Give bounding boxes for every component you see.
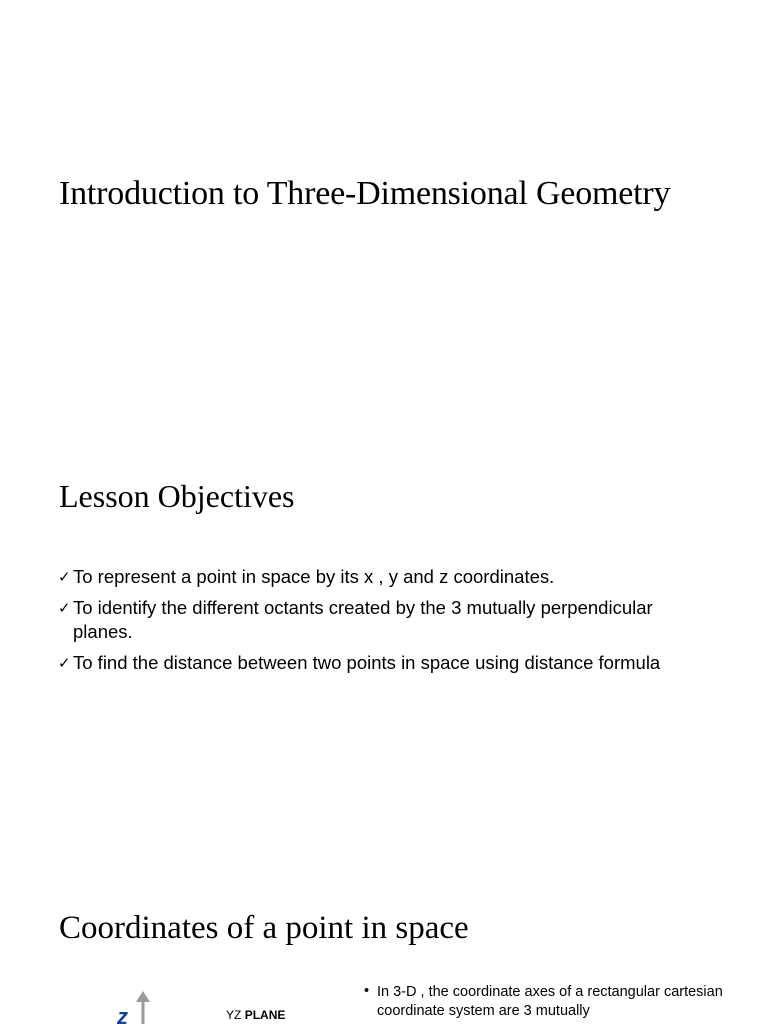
- slide-title-intro: Introduction to Three-Dimensional Geometry: [59, 175, 671, 212]
- list-item: [58, 565, 698, 589]
- plane-label-suffix: PLANE: [244, 1008, 286, 1022]
- check-mark-icon: ✓: [58, 654, 71, 672]
- objectives-list: [58, 565, 698, 682]
- z-axis-arrow-icon: [130, 990, 156, 1024]
- bullet-icon: •: [364, 983, 370, 999]
- objective-text: To find the distance between two points in space using distance formula: [73, 652, 661, 673]
- check-mark-icon: ✓: [58, 599, 71, 617]
- check-mark-icon: ✓: [58, 568, 71, 586]
- list-item: [58, 651, 698, 675]
- plane-label-prefix: YZ: [226, 1008, 242, 1022]
- slide-title-objectives: Lesson Objectives: [59, 478, 295, 514]
- bullet-text: In 3-D , the coordinate axes of a rectangular cartesian coordinate system are 3 mutually: [377, 984, 723, 1019]
- objective-text: To represent a point in space by its x , y and z coordinates.: [73, 566, 555, 587]
- z-axis-label: z: [117, 1004, 128, 1024]
- coordinates-bullets: [364, 983, 724, 1021]
- objective-text: To identify the different octants created by the 3 mutually perpendicular planes.: [73, 597, 653, 642]
- list-item: [364, 983, 724, 1021]
- yz-plane-label: [226, 1008, 285, 1022]
- list-item: [58, 596, 698, 644]
- slide-title-coordinates: Coordinates of a point in space: [59, 910, 469, 946]
